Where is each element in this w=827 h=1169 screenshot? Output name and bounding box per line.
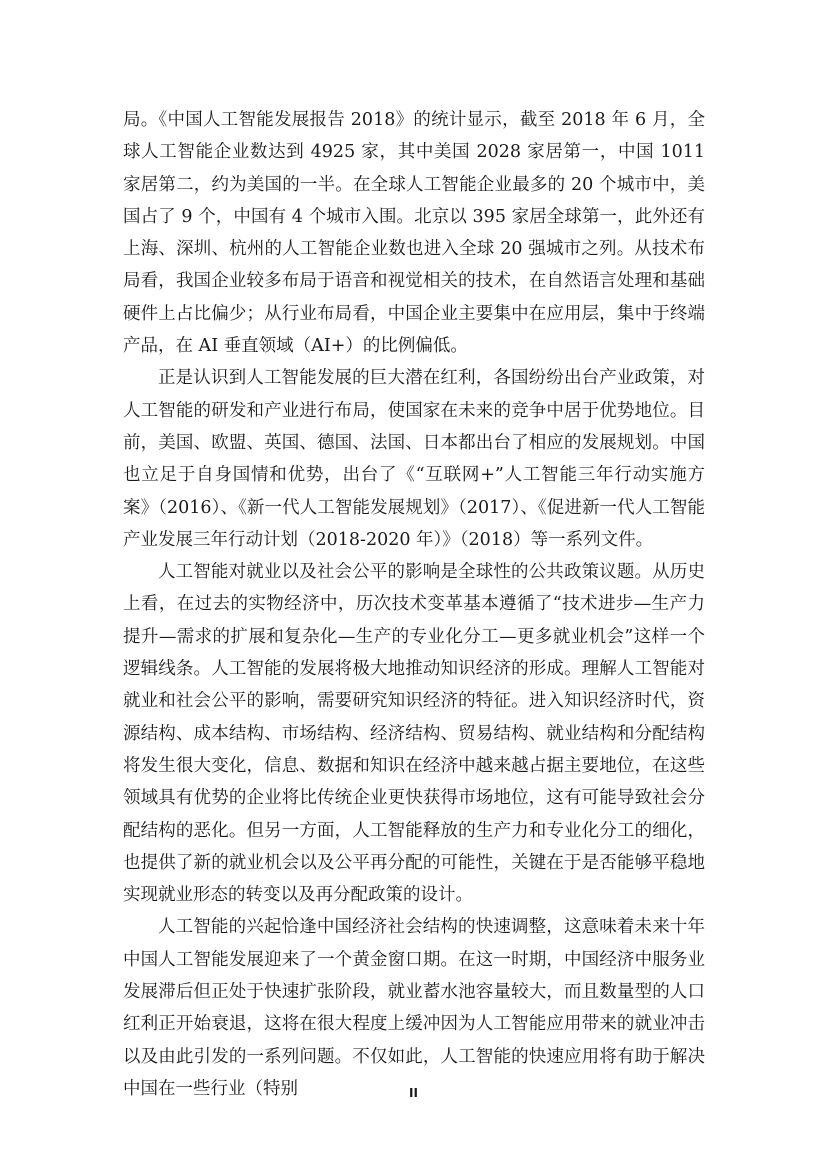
paragraph-1: 局。《中国人工智能发展报告 2018》的统计显示，截至 2018 年 6 月，全球人工智能企业数达到 4925 家，其中美国 2028 家居第一，中国 1011 家居第二，约为美国的一半。在全球人工智能企业最多的 20 个城市中，美国占了 9 个，中国有 4 个城市入围。北京以 395 家居全球第一，此外还有上海、深圳、杭州的人工智能企业数也进入全球 20 强城市之列。从技术布局看，我国企业较多布局于语音和视觉相关的技术，在自然语言处理和基础硬件上占比偏少；从行业布局看，中国企业主要集中在应用层，集中于终端产品，在 AI 垂直领域（AI+）的比例偏低。 (123, 110, 705, 357)
body-text (123, 104, 705, 1105)
paragraph-2: 正是认识到人工智能发展的巨大潜在红利，各国纷纷出台产业政策，对人工智能的研发和产业进行布局，使国家在未来的竞争中居于优势地位。目前，美国、欧盟、英国、德国、法国、日本都出台了相应的发展规划。中国也立足于自身国情和优势，出台了《“互联网+”人工智能三年行动实施方案》（2016）、《新一代人工智能发展规划》（2017）、《促进新一代人工智能产业发展三年行动计划（2018-2020 年）》（2018）等一系列文件。 (123, 368, 705, 550)
page-number: II (409, 1086, 418, 1100)
paragraph-3: 人工智能对就业以及社会公平的影响是全球性的公共政策议题。从历史上看，在过去的实物经济中，历次技术变革基本遵循了“技术进步—生产力提升—需求的扩展和复杂化—生产的专业化分工—更多就业机会”这样一个逻辑线条。人工智能的发展将极大地推动知识经济的形成。理解人工智能对就业和社会公平的影响，需要研究知识经济的特征。进入知识经济时代，资源结构、成本结构、市场结构、经济结构、贸易结构、就业结构和分配结构将发生很大变化，信息、数据和知识在经济中越来越占据主要地位，在这些领域具有优势的企业将比传统企业更快获得市场地位，这有可能导致社会分配结构的恶化。但另一方面，人工智能释放的生产力和专业化分工的细化，也提供了新的就业机会以及公平再分配的可能性，关键在于是否能够平稳地实现就业形态的转变以及再分配政策的设计。 (123, 562, 705, 906)
paragraph-4: 人工智能的兴起恰逢中国经济社会结构的快速调整，这意味着未来十年中国人工智能发展迎来了一个黄金窗口期。在这一时期，中国经济中服务业发展滞后但正处于快速扩张阶段，就业蓄水池容量较大，而且数量型的人口红利正开始衰退，这将在很大程度上缓冲因为人工智能应用带来的就业冲击以及由此引发的一系列问题。不仅如此，人工智能的快速应用将有助于解决中国在一些行业（特别 (123, 917, 705, 1099)
